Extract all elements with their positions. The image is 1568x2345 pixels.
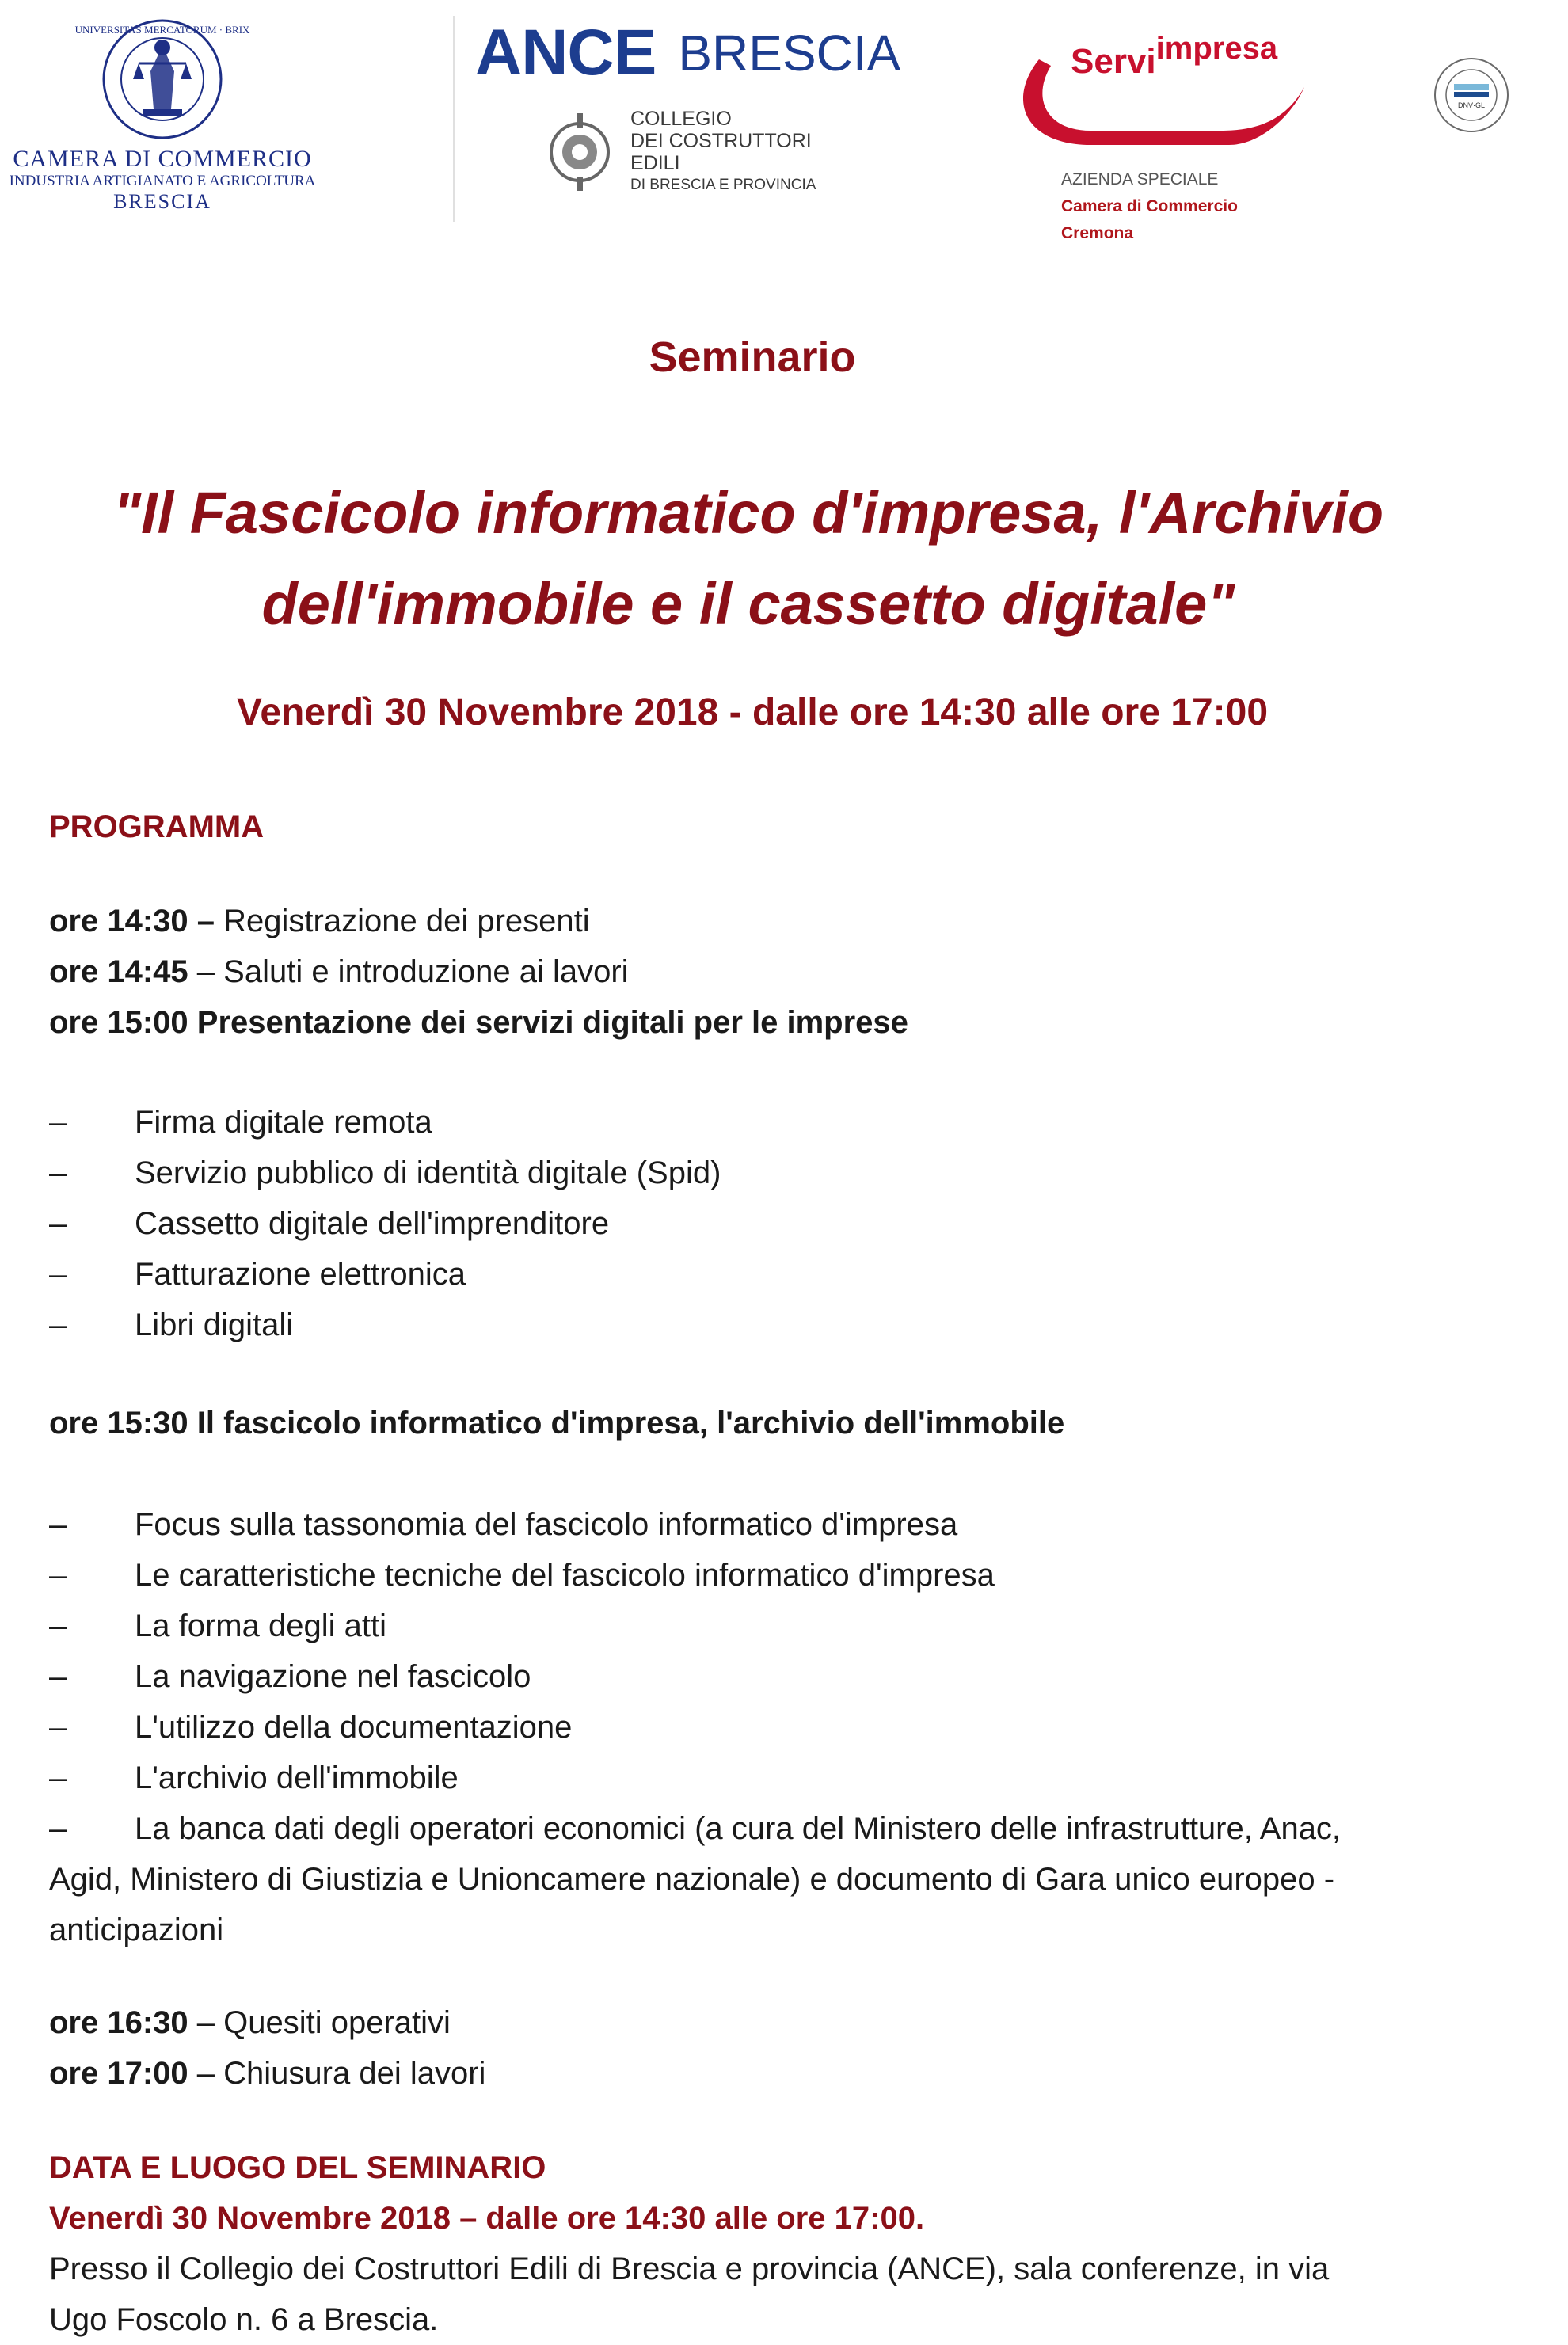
list-item-text: Focus sulla tassonomia del fascicolo informatico d'impresa [135,1507,958,1542]
schedule-text: – Saluti e introduzione ai lavori [188,954,629,989]
dash-bullet: – [49,1659,67,1694]
fascicolo-list [49,1499,1554,1955]
ance-city: BRESCIA [678,25,901,82]
dash-bullet: – [49,1105,67,1140]
schedule-block-2 [49,1997,1554,2099]
dash-bullet: – [49,1257,67,1292]
camera-commercio-logo [8,16,317,230]
seminario-heading: Seminario [649,333,856,381]
cciaa-subtitle: INDUSTRIA ARTIGIANATO E AGRICOLTURA [9,173,316,189]
schedule-item [49,997,1554,1048]
collegio-line-2: DEI COSTRUTTORI [630,130,812,152]
schedule-text: Registrazione dei presenti [215,904,590,938]
schedule-text: – Chiusura dei lavori [188,2056,486,2091]
logo-divider [453,16,455,222]
serviimpresa-logo [991,4,1308,242]
schedule-block-1 [49,896,1554,1048]
list-item [49,1499,1554,1550]
data-luogo-section [49,2142,1554,2345]
list-item-text: Fatturazione elettronica [135,1257,466,1292]
section2-heading: ore 15:30 Il fascicolo informatico d'impresa, l'archivio dell'immobile [49,1406,1065,1441]
seminar-date: Venerdì 30 Novembre 2018 - dalle ore 14:30 alle ore 17:00 [236,691,1269,733]
collegio-emblem-icon [548,108,611,196]
azienda-line-1: AZIENDA SPECIALE [1061,170,1219,188]
list-item-continuation: Agid, Ministero di Giustizia e Unioncamere nazionale) e documento di Gara unico europeo - [49,1862,1335,1897]
schedule-text: – Quesiti operativi [188,2005,451,2040]
list-item [49,1148,1554,1198]
serviimpresa-wordmark [1071,31,1278,82]
seal-motto: UNIVERSITAS MERCATORUM · BRIX [74,24,250,36]
list-item [49,1651,1554,1702]
dash-bullet: – [49,1308,67,1342]
list-item-text: Cassetto digitale dell'imprenditore [135,1206,610,1241]
list-item [49,1249,1554,1300]
list-item [49,1601,1554,1651]
collegio-text [630,108,816,196]
list-item-text: Libri digitali [135,1308,294,1342]
header-logos [0,0,1568,242]
servi-text: Servi [1071,42,1156,81]
schedule-item [49,946,1554,997]
schedule-time: ore 14:45 [49,954,188,989]
schedule-item [49,896,1554,946]
dash-bullet: – [49,1761,67,1795]
schedule-time: ore 17:00 [49,2056,188,2091]
list-item-text: La banca dati degli operatori economici (a cura del Ministero delle infrastrutture, Anac, [135,1811,1342,1846]
list-item [49,1803,1554,1854]
dash-bullet: – [49,1710,67,1745]
title-line-1: "Il Fascicolo informatico d'impresa, l'Archivio [112,480,1384,546]
collegio-line-3: EDILI [630,152,680,174]
list-item-text: L'utilizzo della documentazione [135,1710,573,1745]
list-item-text: L'archivio dell'immobile [135,1761,459,1795]
dash-bullet: – [49,1558,67,1593]
ance-logo [475,16,901,230]
list-item-continuation: anticipazioni [49,1913,224,1947]
data-luogo-heading: DATA E LUOGO DEL SEMINARIO [49,2150,546,2185]
list-item-text: La forma degli atti [135,1608,386,1643]
dash-bullet: – [49,1811,67,1846]
schedule-item [49,2048,1554,2099]
list-item [49,1198,1554,1249]
dash-bullet: – [49,1155,67,1190]
list-item [49,1300,1554,1350]
seal-icon [74,16,250,143]
seminar-title [0,467,1497,649]
schedule-time: ore 16:30 [49,2005,188,2040]
list-item-text: La navigazione nel fascicolo [135,1659,531,1694]
schedule-time: ore 14:30 – [49,904,215,938]
collegio-line-4: DI BRESCIA E PROVINCIA [630,177,816,193]
schedule-item [49,1997,1554,2048]
cciaa-title: CAMERA DI COMMERCIO [13,146,312,172]
dash-bullet: – [49,1608,67,1643]
dash-bullet: – [49,1206,67,1241]
list-item [49,1550,1554,1601]
azienda-line-2: Camera di Commercio Cremona [1061,197,1238,242]
ance-word: ANCE [475,17,657,89]
list-item-text: Firma digitale remota [135,1105,432,1140]
dnv-badge-icon [1432,55,1511,135]
serviimpresa-swoosh-icon [991,4,1308,162]
dash-bullet: – [49,1507,67,1542]
venue-line-1: Presso il Collegio dei Costruttori Edili di Brescia e provincia (ANCE), sala conferenze, in via [49,2252,1330,2286]
azienda-speciale-text [1061,166,1308,247]
dnv-certification-badge [1432,55,1511,135]
list-item [49,1702,1554,1753]
data-luogo-date: Venerdì 30 Novembre 2018 – dalle ore 14:30 alle ore 17:00. [49,2201,925,2236]
list-item-text: Le caratteristiche tecniche del fascicolo informatico d'impresa [135,1558,995,1593]
title-line-2: dell'immobile e il cassetto digitale" [261,571,1235,637]
list-item-text: Servizio pubblico di identità digitale (Spid) [135,1155,721,1190]
collegio-line-1: COLLEGIO [630,108,732,130]
schedule-time: ore 15:00 Presentazione dei servizi digitali per le imprese [49,1005,908,1040]
services-list [49,1097,1554,1350]
programma-heading: PROGRAMMA [49,809,265,844]
cciaa-city: BRESCIA [113,190,211,213]
list-item [49,1097,1554,1148]
list-item [49,1753,1554,1803]
venue-line-2: Ugo Foscolo n. 6 a Brescia. [49,2302,439,2337]
dnv-label: DNV·GL [1457,101,1486,109]
impresa-text: impresa [1155,31,1278,66]
